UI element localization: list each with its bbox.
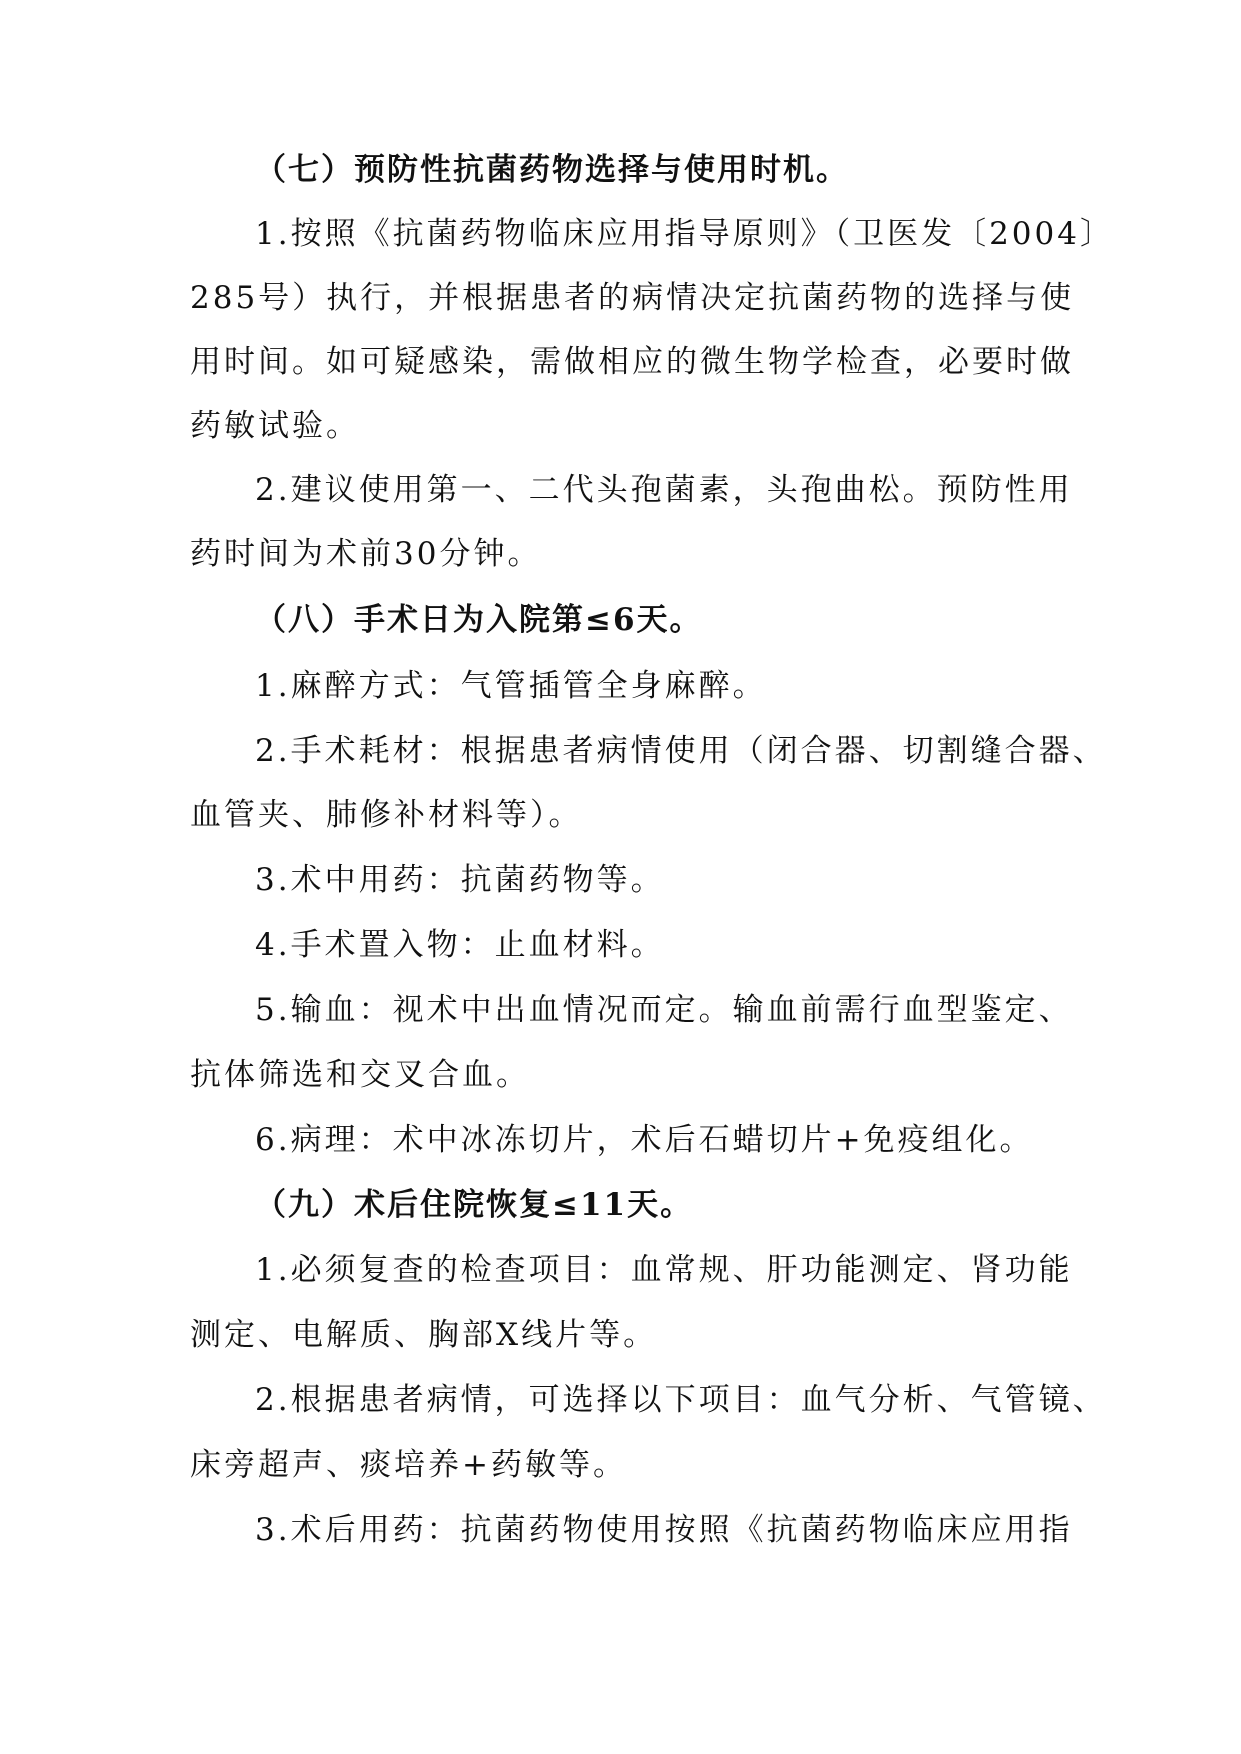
line-text: 6.病理：术中冰冻切片，术后石蜡切片+免疫组化。 (255, 1122, 1034, 1158)
paragraph-line (0, 1380, 1241, 1444)
line-text: 1.必须复查的检查项目：血常规、肝功能测定、肾功能 (255, 1252, 1073, 1288)
paragraph-line (0, 1510, 1241, 1574)
line-text: 测定、电解质、胸部X线片等。 (190, 1317, 658, 1353)
paragraph-line (0, 1445, 1241, 1509)
line-text: 抗体筛选和交叉合血。 (190, 1057, 530, 1093)
paragraph-line (0, 860, 1241, 924)
line-text: 5.输血：视术中出血情况而定。输血前需行血型鉴定、 (255, 992, 1073, 1028)
line-text: 药时间为术前30分钟。 (190, 536, 542, 572)
paragraph-line (0, 925, 1241, 989)
line-text: （九）术后住院恢复≤11天。 (255, 1187, 694, 1223)
paragraph-line (0, 534, 1241, 598)
line-text: 2.根据患者病情，可选择以下项目：血气分析、气管镜、 (255, 1382, 1107, 1418)
paragraph-line (0, 406, 1241, 470)
line-text: 用时间。如可疑感染，需做相应的微生物学检查，必要时做 (190, 344, 1074, 380)
line-text: 床旁超声、痰培养+药敏等。 (190, 1447, 627, 1483)
section-heading-9 (0, 1185, 1241, 1249)
section-heading-7 (0, 150, 1241, 214)
line-text: 285号）执行，并根据患者的病情决定抗菌药物的选择与使 (190, 280, 1075, 316)
line-text: （七）预防性抗菌药物选择与使用时机。 (255, 152, 849, 188)
line-text: （八）手术日为入院第≤6天。 (255, 602, 703, 638)
paragraph-line (0, 1055, 1241, 1119)
line-text: 1.麻醉方式：气管插管全身麻醉。 (255, 668, 767, 704)
paragraph-line (0, 342, 1241, 406)
paragraph-line (0, 1315, 1241, 1379)
section-heading-8 (0, 600, 1241, 664)
paragraph-line (0, 278, 1241, 342)
paragraph-line (0, 666, 1241, 730)
line-text: 4.手术置入物：止血材料。 (255, 927, 665, 963)
paragraph-line (0, 795, 1241, 859)
paragraph-line (0, 990, 1241, 1054)
paragraph-line (0, 470, 1241, 534)
line-text: 3.术后用药：抗菌药物使用按照《抗菌药物临床应用指 (255, 1512, 1073, 1548)
paragraph-line (0, 731, 1241, 795)
line-text: 药敏试验。 (190, 408, 360, 444)
line-text: 3.术中用药：抗菌药物等。 (255, 862, 665, 898)
paragraph-line (0, 1120, 1241, 1184)
paragraph-line (0, 1250, 1241, 1314)
line-text: 血管夹、肺修补材料等）。 (190, 797, 583, 833)
paragraph-line (0, 214, 1241, 278)
line-text: 2.手术耗材：根据患者病情使用（闭合器、切割缝合器、 (255, 733, 1107, 769)
line-text: 2.建议使用第一、二代头孢菌素，头孢曲松。预防性用 (255, 472, 1073, 508)
line-text: 1.按照《抗菌药物临床应用指导原则》（卫医发〔2004〕 (255, 216, 1114, 252)
